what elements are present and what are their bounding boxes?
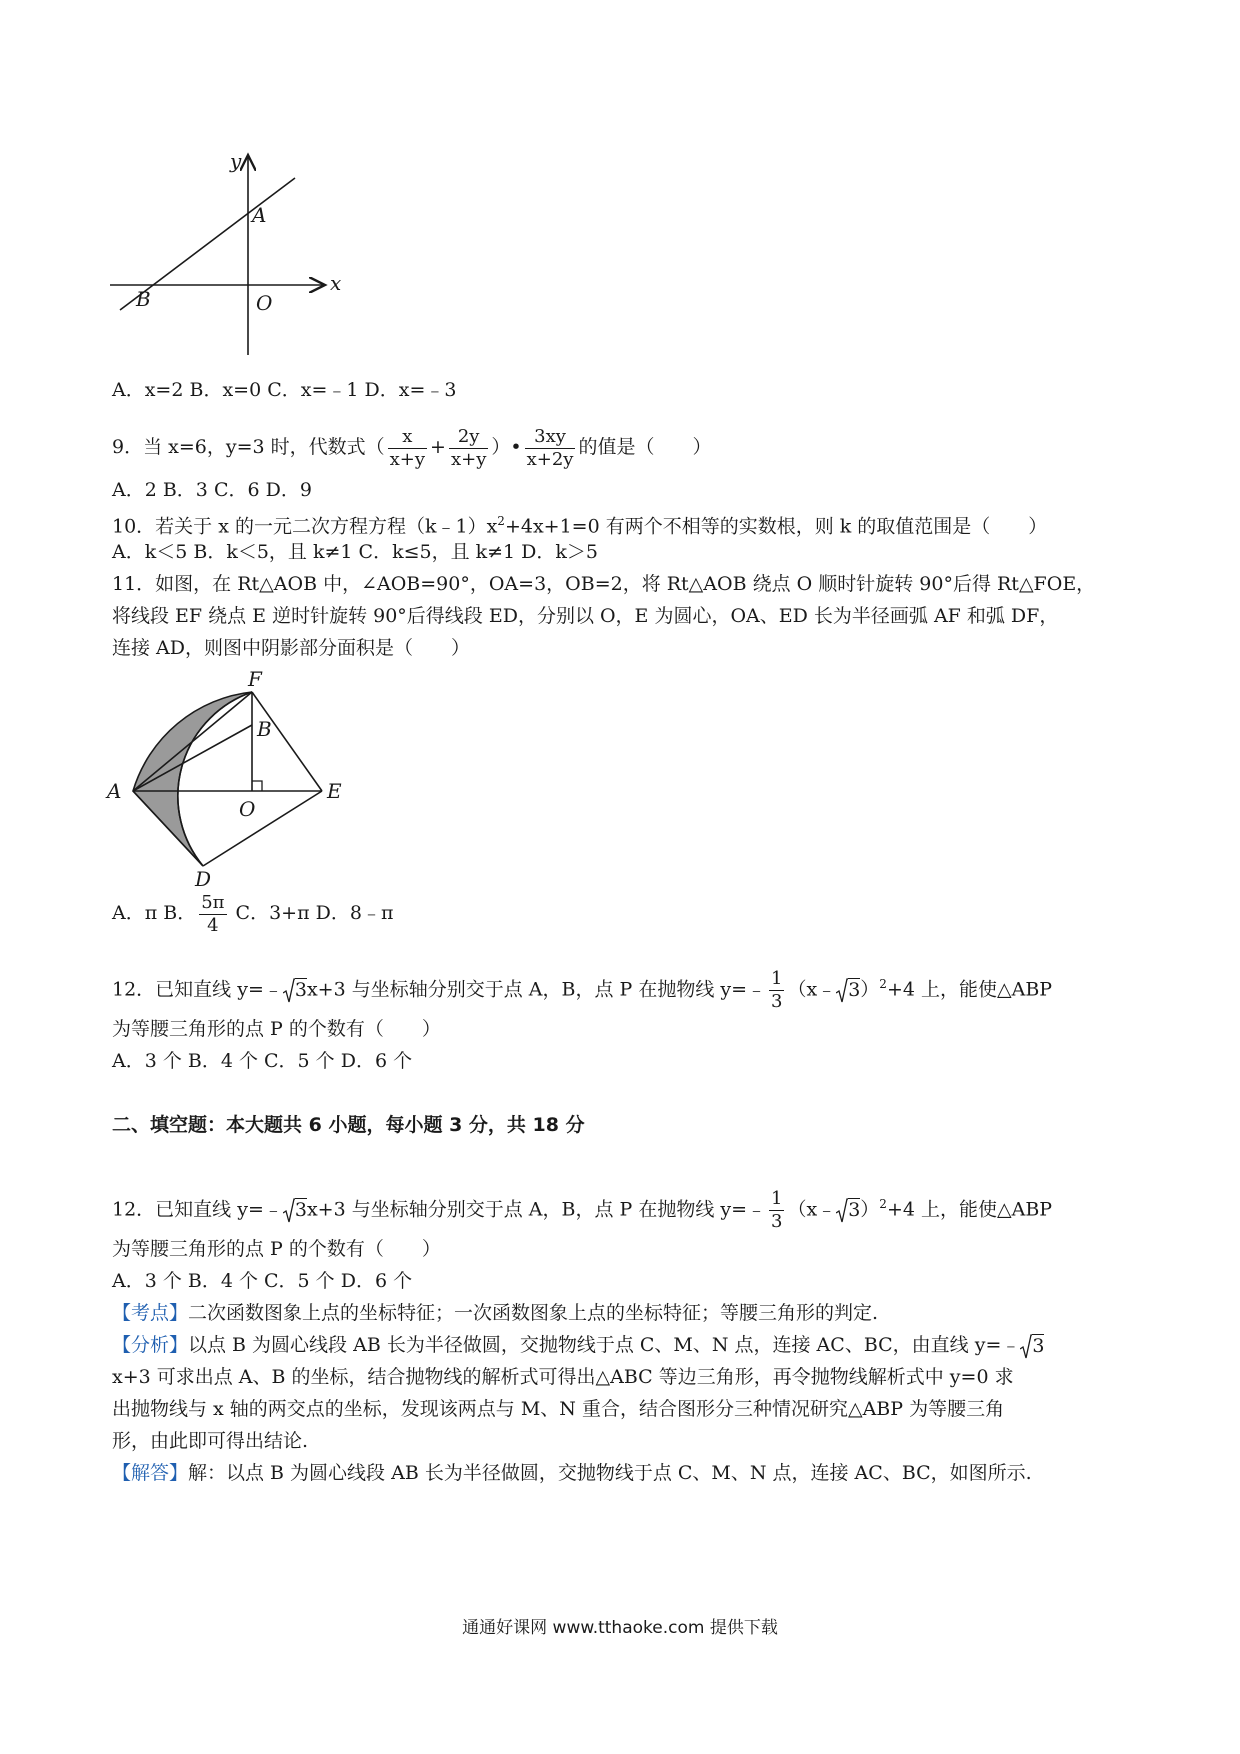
q12-options: A．3 个 B．4 个 C．5 个 D．6 个 xyxy=(112,1050,413,1072)
label-B: B xyxy=(257,717,272,741)
fenxi-line-3: 出抛物线与 x 轴的两交点的坐标，发现该两点与 M、N 重合，结合图形分三种情况研究△ABP 为等腰三角 xyxy=(112,1398,1005,1420)
segment-AF xyxy=(133,692,252,791)
jieda-tag: 【解答】 xyxy=(112,1462,189,1484)
jieda-line: 【解答】解：以点 B 为圆心线段 AB 长为半径做圆，交抛物线于点 C、M、N 点，连接 AC、BC，如图所示. xyxy=(112,1462,1032,1484)
q9-text: 9．当 x=6，y=3 时，代数式（ $\frac{x}{x+y}$ + $\frac{2y}{x+y}$ ）• $\frac{3xy}{x+2y}$ 的值是（ ） xyxy=(112,425,712,470)
fenxi-line-2: x+3 可求出点 A、B 的坐标，结合抛物线的解析式可得出△ABC 等边三角形，再令抛物线解析式中 y=0 求 xyxy=(112,1366,1014,1388)
q11-geometry-figure xyxy=(105,668,365,888)
kaodian-tag: 【考点】 xyxy=(112,1302,189,1324)
label-O: O xyxy=(256,291,273,315)
sqrt-symbol: 3 xyxy=(283,1181,307,1239)
sqrt-symbol: 3 xyxy=(836,1181,860,1239)
q12-fraction: $\frac{1}{3}$ xyxy=(771,967,783,1012)
label-A: A xyxy=(107,779,122,803)
q8-options: A．x=2 B．x=0 C．x=﹣1 D．x=﹣3 xyxy=(112,379,457,401)
q12-repeat-fraction: $\frac{1}{3}$ xyxy=(771,1187,783,1232)
q11-line-2: 将线段 EF 绕点 E 逆时针旋转 90°后得线段 ED，分别以 O，E 为圆心，OA、ED 长为半径画弧 AF 和弧 DF， xyxy=(112,605,1059,627)
shaded-region xyxy=(133,692,252,866)
q10-text: 10．若关于 x 的一元二次方程方程$(k﹣1)x^2+4x+1=0$ 有两个不相等的实数根，则 k 的取值范围是（ ） xyxy=(112,514,1048,538)
q9-fraction-2: $\frac{2y}{x+y}$ xyxy=(450,425,487,470)
label-F: F xyxy=(248,668,262,691)
q9-options: A．2 B．3 C．6 D．9 xyxy=(112,479,312,501)
label-D: D xyxy=(195,867,212,888)
q12-repeat-line-1: 12．已知直线 y=﹣ 3x+3 与坐标轴分别交于点 A，B，点 P 在抛物线 y=﹣ $\frac{1}{3}$ （x﹣ 3）$^2$+4 上，能使△ABP xyxy=(112,1175,1052,1239)
q12-line-1: 12．已知直线 y=﹣ 3x+3 与坐标轴分别交于点 A，B，点 P 在抛物线 y=﹣ $\frac{1}{3}$ （x﹣ 3）$^2$+4 上，能使△ABP xyxy=(112,955,1052,1019)
sqrt-symbol: 3 xyxy=(283,961,307,1019)
q12-repeat-line-2: 为等腰三角形的点 P 的个数有（ ） xyxy=(112,1238,441,1260)
sqrt-symbol: 3 xyxy=(836,961,860,1019)
label-O: O xyxy=(239,797,256,821)
label-B: B xyxy=(136,287,151,311)
fenxi-line-1: 【分析】以点 B 为圆心线段 AB 长为半径做圆，交抛物线于点 C、M、N 点，连接 AC、BC，由直线 y=﹣ 3 xyxy=(112,1332,1044,1360)
fenxi-line-4: 形，由此即可得出结论. xyxy=(112,1430,309,1452)
q9-fraction-1: $\frac{x}{x+y}$ xyxy=(389,425,426,470)
q12-repeat-options: A．3 个 B．4 个 C．5 个 D．6 个 xyxy=(112,1270,413,1292)
label-A: A xyxy=(252,203,267,227)
footer-text: 通通好课网 www.tthaoke.com 提供下载 xyxy=(462,1618,778,1638)
sqrt-symbol: 3 xyxy=(1020,1333,1044,1360)
segment-FE xyxy=(252,692,322,791)
label-y: y xyxy=(230,150,242,173)
q11-line-1: 11．如图，在 Rt△AOB 中，∠AOB=90°，OA=3，OB=2，将 Rt△AOB 绕点 O 顺时针旋转 90°后得 Rt△FOE， xyxy=(112,573,1096,595)
q11-options: A．π B． $\frac{5\pi}{4}$ C．3+π D．8﹣π xyxy=(112,891,394,936)
q9-fraction-3: $\frac{3xy}{x+2y}$ xyxy=(526,425,574,470)
label-E: E xyxy=(327,779,342,803)
label-x: x xyxy=(330,271,342,295)
right-angle-mark xyxy=(252,781,262,791)
q11-line-3: 连接 AD，则图中阴影部分面积是（ ） xyxy=(112,637,470,659)
q8-graph-figure xyxy=(110,150,350,365)
fenxi-tag: 【分析】 xyxy=(112,1334,189,1356)
kaodian-line: 【考点】二次函数图象上点的坐标特征；一次函数图象上点的坐标特征；等腰三角形的判定. xyxy=(112,1302,879,1324)
section-heading: 二、填空题：本大题共 6 小题，每小题 3 分，共 18 分 xyxy=(112,1114,585,1136)
q11-fraction: $\frac{5\pi}{4}$ xyxy=(201,891,225,936)
q10-options: A．k＜5 B．k＜5，且 k≠1 C．k≤5，且 k≠1 D．k＞5 xyxy=(112,541,599,563)
segment-ED xyxy=(203,791,322,866)
q12-line-2: 为等腰三角形的点 P 的个数有（ ） xyxy=(112,1018,441,1040)
